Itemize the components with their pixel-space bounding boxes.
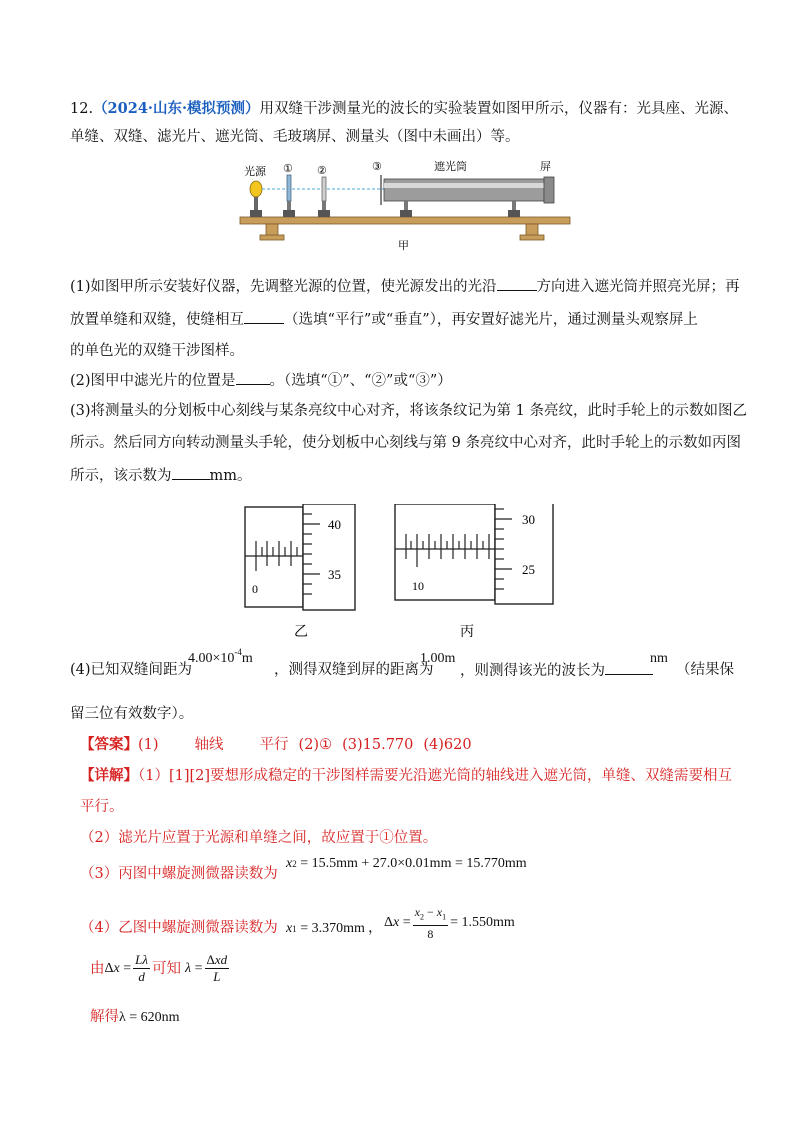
label-tube: 遮光筒 bbox=[434, 161, 467, 173]
explanation-line2: （2）滤光片应置于光源和单缝之间，故应置于①位置。 bbox=[80, 830, 438, 846]
part3-line1: (3)将测量头的分划板中心刻线与某条亮纹中心对齐，将该条纹记为第 1 条亮纹，此时手轮上的示数如图乙 bbox=[70, 403, 747, 419]
main-scale-label: 0 bbox=[252, 582, 258, 596]
micrometer-yi bbox=[244, 504, 364, 644]
unit-nm: nm bbox=[650, 651, 668, 666]
caption-yi: 乙 bbox=[294, 625, 308, 640]
eq-delta-x: Δx = $\frac{x_2 - x_1}{8}$ = 1.550mm bbox=[384, 905, 515, 942]
part3-line2: 所示。然后同方向转动测量头手轮，使分划板中心刻线与第 9 条亮纹中心对齐，此时手轮上的示数如丙图 bbox=[70, 435, 741, 451]
explanation-line4: （4）乙图中螺旋测微器读数为 bbox=[80, 920, 278, 936]
thimble-label-top: 40 bbox=[328, 517, 341, 532]
d-value: $4.00\times 10^{-4}m$ bbox=[188, 647, 253, 666]
micrometer-bing bbox=[394, 504, 564, 644]
label-screen: 屏 bbox=[540, 161, 551, 173]
bench-foot-right bbox=[526, 224, 538, 236]
label-light-source: 光源 bbox=[244, 166, 266, 178]
label-position-1: ① bbox=[283, 163, 293, 175]
element-1 bbox=[287, 175, 291, 201]
part3-line3: 所示，该示数为 mm。 bbox=[70, 465, 252, 486]
eq-relation: 由 Δx = $\frac{L\lambda}{d}$ 可知 λ = $\frac{\text{Δxd}}{L}$ bbox=[90, 952, 228, 984]
sleeve-box bbox=[395, 504, 495, 600]
part4-line2: 留三位有效数字）。 bbox=[70, 706, 194, 722]
explanation-line1b: 平行。 bbox=[80, 799, 124, 815]
blank-2 bbox=[244, 309, 284, 324]
thimble-label-bottom: 25 bbox=[522, 562, 535, 577]
blank-5 bbox=[605, 660, 653, 675]
question-number: 12. bbox=[70, 101, 94, 117]
blank-3 bbox=[236, 370, 270, 385]
bench-foot-left bbox=[266, 224, 278, 236]
part4-text-a: (4)已知双缝间距为 bbox=[70, 662, 193, 678]
part2-line: (2)图甲中滤光片的位置是 。（选填“①”、“②”或“③”） bbox=[70, 370, 452, 391]
eq-x1: x1 = 3.370mm bbox=[286, 921, 365, 936]
eq-x2: x2 = 15.5mm + 27.0×0.01mm = 15.770mm bbox=[286, 856, 527, 871]
label-position-2: ② bbox=[317, 165, 327, 177]
apparatus-figure bbox=[236, 157, 576, 253]
part4-text-b: ，测得双缝到屏的距离为 bbox=[274, 662, 434, 678]
L-value: 1.00m bbox=[420, 651, 456, 666]
thimble-label-top: 30 bbox=[522, 512, 535, 527]
caption-bing: 丙 bbox=[460, 625, 474, 640]
blank-4 bbox=[172, 465, 210, 480]
answer-line: 【答案】(1) 轴线 平行 (2)① (3)15.770 (4)620 bbox=[80, 736, 472, 753]
screen-end bbox=[544, 177, 554, 203]
explanation-line3: （3）丙图中螺旋测微器读数为 bbox=[80, 866, 278, 882]
optical-bench bbox=[240, 217, 570, 224]
label-position-3: ③ bbox=[372, 161, 382, 173]
blank-1 bbox=[497, 276, 537, 291]
explanation-line1: 【详解】（1）[1][2]要想形成稳定的干涉图样需要光沿遮光筒的轴线进入遮光筒，单缝、双缝需要相互 bbox=[80, 767, 733, 784]
part1-line2: 放置单缝和双缝，使缝相互 （选填“平行”或“垂直”），再安置好滤光片，通过测量头观察屏上 bbox=[70, 309, 698, 330]
eq-comma: ， bbox=[368, 920, 383, 936]
main-scale-label: 10 bbox=[412, 579, 424, 593]
thimble-label-bottom: 35 bbox=[328, 567, 341, 582]
light-source-bulb bbox=[250, 181, 262, 197]
eq-final-line: 解得λ = 620nm bbox=[90, 1009, 180, 1025]
question-intro-2: 单缝、双缝、滤光片、遮光筒、毛玻璃屏、测量头（图中未画出）等。 bbox=[70, 129, 520, 145]
part1-line3: 的单色光的双缝干涉图样。 bbox=[70, 343, 244, 359]
question-intro-1: 用双缝干涉测量光的波长的实验装置如图甲所示，仪器有：光具座、光源、 bbox=[259, 101, 739, 117]
part4-text-d: （结果保 bbox=[676, 662, 734, 678]
part1-line1: (1)如图甲所示安装好仪器，先调整光源的位置，使光源发出的光沿 方向进入遮光筒并照亮光屏；再 bbox=[70, 276, 740, 297]
question-line-1 bbox=[70, 99, 738, 119]
element-2 bbox=[322, 177, 326, 201]
part4-text-c: ，则测得该光的波长为 bbox=[460, 660, 653, 681]
figure-caption-jia: 甲 bbox=[398, 240, 409, 252]
light-shield-tube bbox=[384, 179, 544, 201]
question-source: （2024·山东·模拟预测） bbox=[93, 100, 260, 117]
